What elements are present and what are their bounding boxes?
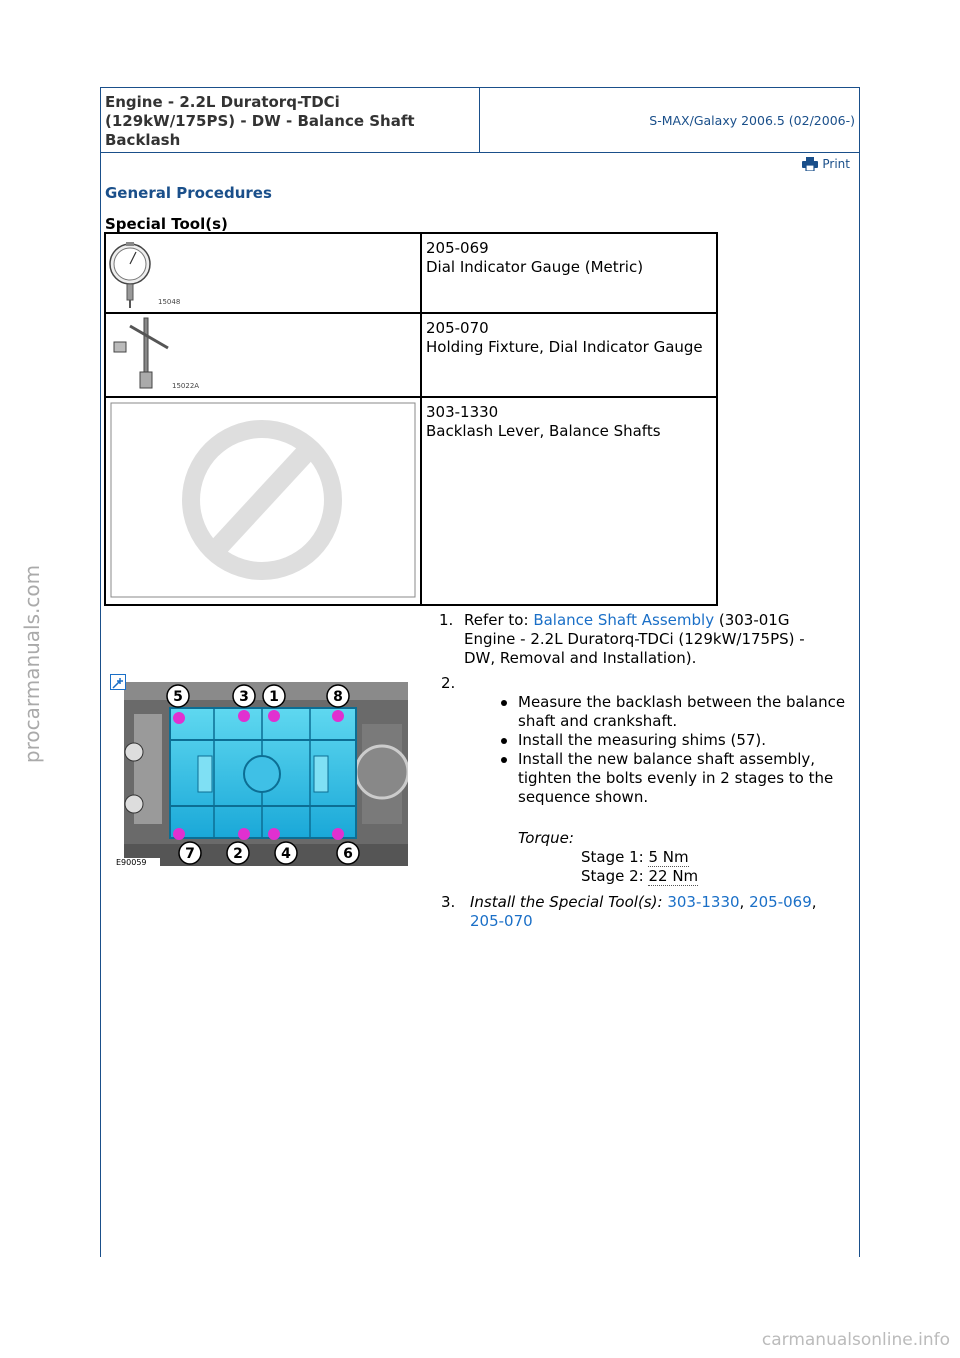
svg-text:15022A: 15022A: [172, 382, 200, 390]
tool-name: Backlash Lever, Balance Shafts: [426, 422, 661, 440]
tool-link-205-070[interactable]: 205-070: [470, 912, 533, 930]
step-1-line-1: [464, 611, 854, 630]
svg-text:15048: 15048: [158, 298, 181, 306]
stage-2-value: 22 Nm: [648, 867, 699, 885]
tool-image-placeholder: [106, 398, 422, 604]
special-tools-table: [104, 232, 718, 606]
step-1-rest: (303-01G: [714, 611, 790, 629]
refer-to-label: Refer to:: [464, 611, 534, 629]
svg-text:E90059: E90059: [116, 858, 147, 866]
torque-stage-2: [581, 867, 698, 885]
tool-description: [422, 314, 716, 396]
section-title: General Procedures: [105, 184, 272, 202]
list-item: Measure the backlash between the balance shaft and crankshaft.: [495, 693, 855, 731]
no-image-icon: [106, 398, 418, 600]
step-1-line-3: DW, Removal and Installation).: [464, 649, 697, 667]
svg-text:8: 8: [333, 689, 343, 705]
svg-text:3: 3: [239, 689, 249, 705]
engine-block-illustration: [114, 674, 408, 866]
step-number: 3.: [441, 893, 456, 911]
special-tools-title: Special Tool(s): [105, 215, 228, 233]
tool-image-holding-fixture: [106, 314, 422, 396]
document-title: Engine - 2.2L Duratorq-TDCi (129kW/175PS) - DW - Balance Shaft Backlash: [105, 93, 415, 149]
step-number: 2.: [441, 674, 456, 692]
step-1-text: [464, 611, 854, 668]
install-tools-label: Install the Special Tool(s):: [470, 893, 663, 911]
tool-row: [106, 398, 716, 604]
header-title-cell: [101, 88, 480, 152]
printer-icon: [802, 157, 818, 171]
stage-1-label: Stage 1:: [581, 848, 649, 866]
balance-shaft-figure: [114, 674, 408, 866]
print-label[interactable]: Print: [822, 157, 850, 171]
tool-number: 303-1330: [426, 403, 499, 421]
stage-2-label: Stage 2:: [581, 867, 649, 885]
torque-stage-1: [581, 848, 689, 866]
svg-text:5: 5: [173, 689, 183, 705]
document-header: [100, 87, 860, 153]
step-number: 1.: [439, 611, 454, 629]
tool-link-303-1330[interactable]: 303-1330: [667, 893, 740, 911]
svg-text:4: 4: [281, 846, 291, 862]
stage-1-value: 5 Nm: [648, 848, 689, 866]
zoom-icon[interactable]: [110, 674, 126, 690]
balance-shaft-assembly-link[interactable]: Balance Shaft Assembly: [533, 611, 715, 629]
print-button[interactable]: [802, 157, 850, 171]
watermark-bottom: carmanualsonline.info: [761, 1330, 950, 1350]
tool-link-205-069[interactable]: 205-069: [749, 893, 812, 911]
svg-text:6: 6: [343, 846, 353, 862]
step-3-text: Install the Special Tool(s): 303-1330, 205-069, 205-070: [470, 893, 817, 930]
tool-name: Dial Indicator Gauge (Metric): [426, 258, 644, 276]
list-item: Install the measuring shims (57).: [495, 731, 855, 750]
vehicle-model: S-MAX/Galaxy 2006.5 (02/2006-): [649, 112, 855, 128]
svg-text:1: 1: [269, 689, 279, 705]
list-item: Install the new balance shaft assembly, tighten the bolts evenly in 2 stages to the sequence shown.: [495, 750, 855, 807]
svg-text:7: 7: [185, 846, 195, 862]
tool-row: [106, 314, 716, 398]
watermark-left: procarmanuals.com: [20, 564, 44, 764]
step-1-line-2: Engine - 2.2L Duratorq-TDCi (129kW/175PS) -: [464, 630, 805, 648]
torque-label: Torque:: [518, 829, 574, 847]
holding-fixture-icon: [106, 314, 418, 394]
tool-row: [106, 234, 716, 314]
tool-description: [422, 234, 716, 312]
svg-text:2: 2: [233, 846, 243, 862]
dial-gauge-icon: [106, 234, 418, 310]
tool-image-dial-gauge: [106, 234, 422, 312]
tool-description: [422, 398, 716, 604]
step-2-bullets: [495, 693, 855, 807]
tool-number: 205-069: [426, 239, 489, 257]
header-model-cell: [481, 88, 859, 152]
tool-name: Holding Fixture, Dial Indicator Gauge: [426, 338, 703, 356]
tool-number: 205-070: [426, 319, 489, 337]
